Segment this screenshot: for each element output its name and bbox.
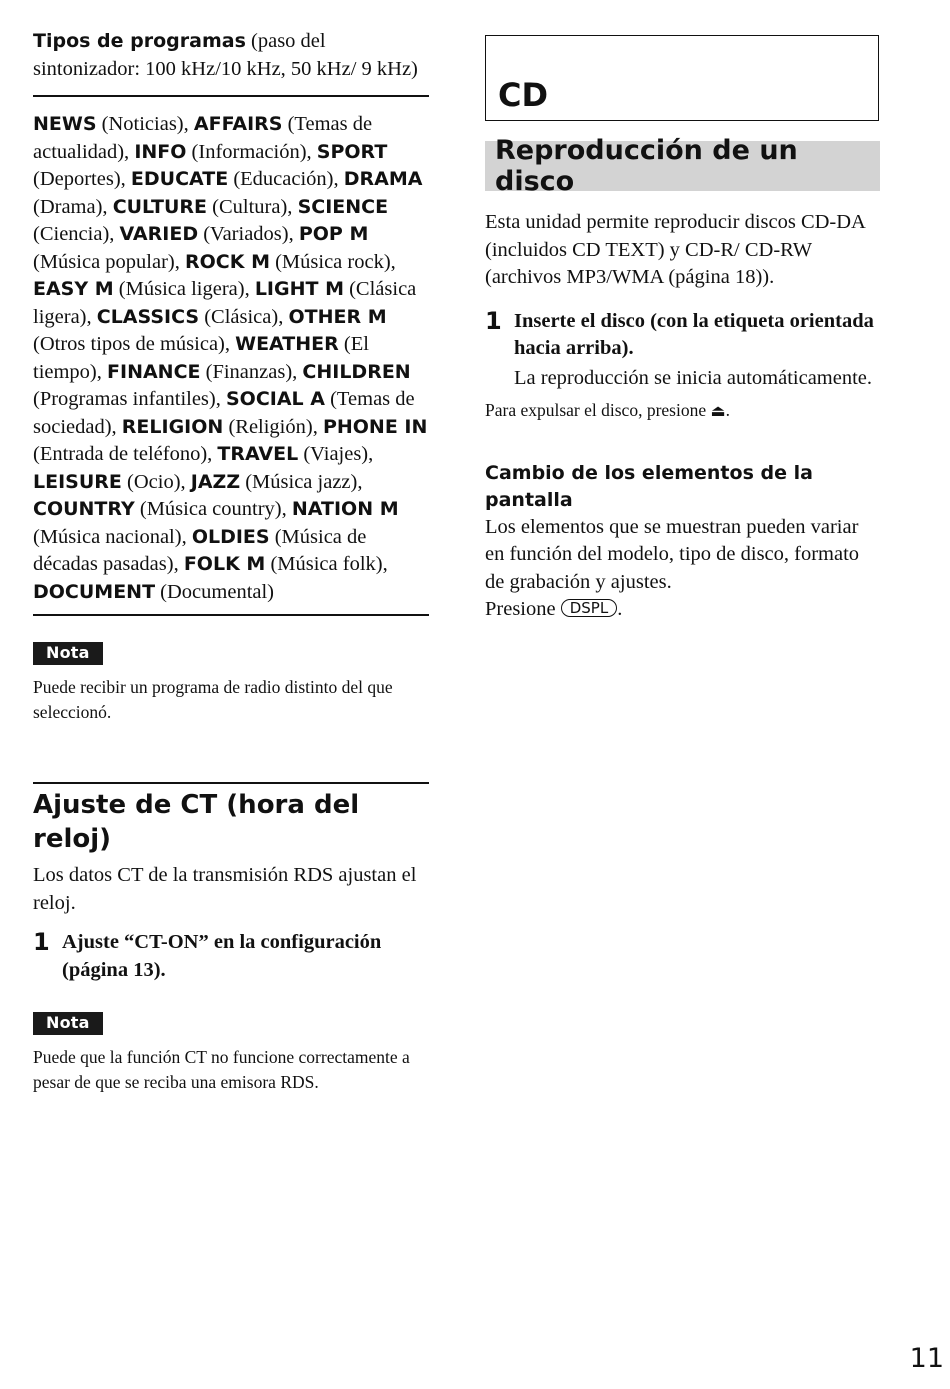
step-instruction: Ajuste “CT-ON” en la configuración (página 13). [62, 931, 382, 981]
note-block [33, 642, 429, 724]
step-result: La reproducción se inicia automáticamente. [514, 366, 873, 389]
left-column [33, 28, 429, 1094]
genre-desc: (Música de décadas pasadas), [33, 525, 367, 575]
genre-desc: (Otros tipos de música), [33, 333, 236, 355]
genre-key: WEATHER [235, 333, 339, 355]
genre-key: INFO [134, 140, 187, 163]
genre-key: EASY M [33, 278, 114, 300]
ct-step [33, 929, 429, 984]
section-divider [33, 782, 429, 784]
genre-desc: (Información), [186, 140, 317, 163]
genre-desc: (Educación), [228, 168, 344, 190]
genre-list [33, 111, 429, 606]
genre-key: OLDIES [191, 525, 270, 548]
genre-key: DRAMA [343, 168, 423, 190]
section-heading-ct: Ajuste de CT (hora del reloj) [33, 790, 360, 854]
eject-icon: ⏏ [710, 401, 726, 420]
genre-desc: (Variados), [198, 223, 299, 245]
section-heading-bar [485, 135, 880, 197]
press-end: . [617, 598, 623, 620]
genre-key: LIGHT M [254, 278, 344, 300]
note-text: Puede que la función CT no funcione correctamente a pesar de que se reciba una emisora RDS. [33, 1047, 410, 1092]
genre-key: DOCUMENT [33, 580, 156, 603]
genre-key: ROCK M [185, 250, 270, 273]
genre-key: TRAVEL [217, 443, 299, 465]
genre-desc: (Viajes), [298, 443, 374, 465]
genre-desc: (Entrada de teléfono), [33, 443, 218, 465]
genre-key: FOLK M [183, 553, 266, 575]
genre-desc: (Documental) [155, 580, 275, 603]
genre-desc: (Clásica ligera), [33, 278, 417, 328]
playback-intro: Esta unidad permite reproducir discos CD-DA (incluidos CD TEXT) y CD-R/ CD-RW (archivos MP3/WMA (página 18)). [485, 211, 865, 288]
genre-key: EDUCATE [130, 168, 229, 190]
genre-key: SCIENCE [297, 195, 389, 218]
genre-desc: (Ciencia), [33, 223, 120, 245]
genre-desc: (Música folk), [265, 553, 388, 575]
genre-key: NEWS [33, 113, 97, 135]
genre-desc: (Deportes), [33, 168, 131, 190]
genre-desc: (Finanzas), [200, 360, 303, 383]
genre-desc: (Clásica), [199, 305, 289, 328]
genre-desc: (Temas de actualidad), [33, 113, 373, 163]
note-label: Nota [33, 642, 103, 665]
step-number: 1 [33, 928, 50, 956]
page-number: 11 [909, 1343, 944, 1374]
display-text: Los elementos que se muestran pueden variar en función del modelo, tipo de disco, formato de grabación y ajustes. [485, 515, 860, 593]
genre-key: PHONE IN [322, 415, 428, 438]
press-text: Presione [485, 598, 561, 620]
genre-desc: (Cultura), [207, 195, 298, 218]
genre-desc: (Música ligera), [113, 278, 255, 300]
genre-desc: (Programas infantiles), [33, 388, 226, 410]
genre-desc: (Música jazz), [240, 470, 363, 493]
genre-key: FINANCE [107, 360, 201, 383]
step-number: 1 [485, 306, 502, 335]
genre-key: CLASSICS [96, 305, 200, 328]
eject-end: . [725, 400, 730, 420]
genre-desc: (Noticias), [96, 113, 194, 135]
dspl-button-icon: DSPL [561, 599, 617, 617]
genre-key: SOCIAL A [226, 388, 325, 410]
genre-key: AFFAIRS [193, 113, 283, 135]
eject-text: Para expulsar el disco, presione [485, 400, 711, 420]
genre-key: CHILDREN [302, 360, 411, 383]
pty-title: Tipos de programas [33, 30, 246, 52]
subheading-display: Cambio de los elementos de la pantalla [485, 461, 813, 511]
note-block [33, 1012, 429, 1094]
genre-desc: (Religión), [223, 415, 323, 438]
divider [33, 95, 429, 97]
divider [33, 614, 429, 616]
genre-key: RELIGION [121, 415, 224, 438]
genre-key: COUNTRY [33, 498, 135, 520]
note-text: Puede recibir un programa de radio distinto del que seleccionó. [33, 677, 393, 722]
genre-key: OTHER M [288, 305, 387, 328]
genre-key: NATION M [291, 498, 399, 520]
genre-desc: (Música rock), [269, 250, 396, 273]
ct-intro: Los datos CT de la transmisión RDS ajustan el reloj. [33, 864, 417, 914]
note-label: Nota [33, 1012, 103, 1035]
display-press [485, 596, 880, 624]
section-heading-playback: Reproducción de un disco [495, 135, 798, 197]
genre-key: CULTURE [112, 195, 208, 218]
genre-desc: (Ocio), [121, 470, 191, 493]
genre-key: POP M [298, 223, 369, 245]
pty-intro [33, 28, 429, 83]
genre-key: VARIED [119, 223, 199, 245]
step-instruction: Inserte el disco (con la etiqueta orientada hacia arriba). [514, 309, 874, 359]
genre-desc: (Música country), [134, 498, 292, 520]
chapter-title: CD [498, 76, 549, 114]
right-column [485, 35, 880, 624]
genre-desc: (Música nacional), [33, 525, 192, 548]
playback-step [485, 308, 880, 393]
genre-desc: (El tiempo), [33, 333, 369, 383]
eject-instruction [485, 398, 880, 424]
genre-desc: (Música popular), [33, 250, 185, 273]
genre-key: SPORT [316, 140, 388, 163]
genre-key: JAZZ [190, 470, 241, 493]
pty-intro-text: (paso del sintonizador: 100 kHz/10 kHz, 50 kHz/ 9 kHz) [33, 30, 418, 80]
genre-key: LEISURE [33, 470, 122, 493]
genre-desc: (Temas de sociedad), [33, 388, 415, 438]
genre-desc: (Drama), [33, 195, 113, 218]
chapter-title-box [485, 35, 879, 121]
